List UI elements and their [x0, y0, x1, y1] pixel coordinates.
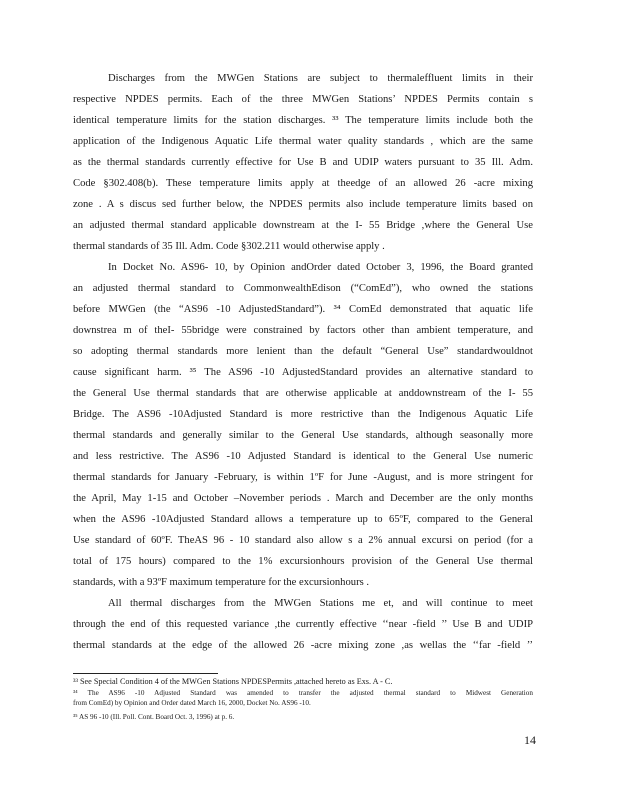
body-line: Discharges from the MWGen Stations are subject to thermaleffluent limits in their: [108, 73, 533, 84]
body-line: the General Use thermal standards that are otherwise applicable at anddownstream of the I- 55: [73, 388, 533, 399]
body-line: so adopting thermal standards more lenient than the default “General Use” standardwouldnot: [73, 346, 533, 357]
body-line: the April, May 1-15 and October –November periods . March and December are the only months: [73, 493, 533, 504]
body-line: Use standard of 60ºF. TheAS 96 - 10 standard also allow s a 2% annual excursi on period (for a: [73, 535, 533, 546]
body-line: through the end of this requested variance ,the currently effective ‘‘near -field ’’ Use B and UDIP: [73, 619, 533, 630]
body-line: an adjusted thermal standard applicable downstream at the I- 55 Bridge ,where the General Use: [73, 220, 533, 231]
body-line: respective NPDES permits. Each of the three MWGen Stations’ NPDES Permits contain s: [73, 94, 533, 105]
body-line: when the AS96 -10Adjusted Standard allows a temperature up to 65ºF, compared to the General: [73, 514, 533, 525]
page-number: 14: [524, 733, 536, 747]
footnote: ³⁴ The AS96 -10 Adjusted Standard was amended to transfer the adjusted thermal standard to Midwest Generation: [73, 689, 533, 697]
body-line: application of the Indigenous Aquatic Life thermal water quality standards , which are the same: [73, 136, 533, 147]
footnote: ³³ See Special Condition 4 of the MWGen Stations NPDESPermits ,attached hereto as Exs. A - C.: [73, 677, 393, 686]
body-line: and less restrictive. The AS96 -10 Adjusted Standard is identical to the General Use numeric: [73, 451, 533, 462]
body-line: thermal standards for January -February, is within 1ºF for June -August, and is more stringent for: [73, 472, 533, 483]
footnote: ³⁵ AS 96 -10 (Ill. Poll. Cont. Board Oct. 3, 1996) at p. 6.: [73, 713, 235, 721]
footnote-separator: [73, 673, 218, 674]
body-line: before MWGen (the “AS96 -10 AdjustedStandard”). ³⁴ ComEd demonstrated that aquatic life: [73, 304, 533, 315]
body-line: total of 175 hours) compared to the 1% excursionhours provision of the General Use thermal: [73, 556, 533, 567]
body-line: identical temperature limits for the station discharges. ³³ The temperature limits include both the: [73, 115, 533, 126]
body-line: standards, with a 93ºF maximum temperature for the excursionhours .: [73, 577, 370, 588]
body-line: zone . A s discus sed further below, the NPDES permits also include temperature limits based on: [73, 199, 533, 210]
body-line: cause significant harm. ³⁵ The AS96 -10 AdjustedStandard provides an alternative standard to: [73, 367, 533, 378]
body-line: Code §302.408(b). These temperature limits apply at theedge of an allowed 26 -acre mixing: [73, 178, 533, 189]
body-line: as the thermal standards currently effective for Use B and UDIP waters pursuant to 35 Ill. Adm.: [73, 157, 533, 168]
footnote: from ComEd) by Opinion and Order dated March 16, 2000, Docket No. AS96 -10.: [73, 699, 311, 707]
body-line: In Docket No. AS96- 10, by Opinion andOrder dated October 3, 1996, the Board granted: [108, 262, 533, 273]
body-line: thermal standards of 35 Ill. Adm. Code §302.211 would otherwise apply .: [73, 241, 385, 252]
body-line: thermal standards at the edge of the allowed 26 -acre mixing zone ,as wellas the ‘‘far -field ’’: [73, 640, 533, 651]
body-line: downstrea m of theI- 55bridge were constrained by factors other than ambient temperature, and: [73, 325, 533, 336]
body-line: thermal standards and generally similar to the General Use standards, although seasonally more: [73, 430, 533, 441]
body-line: All thermal discharges from the MWGen Stations me et, and will continue to meet: [108, 598, 533, 609]
body-line: an adjusted thermal standard to CommonwealthEdison (“ComEd”), who owned the stations: [73, 283, 533, 294]
body-line: Bridge. The AS96 -10Adjusted Standard is more restrictive than the Indigenous Aquatic Life: [73, 409, 533, 420]
